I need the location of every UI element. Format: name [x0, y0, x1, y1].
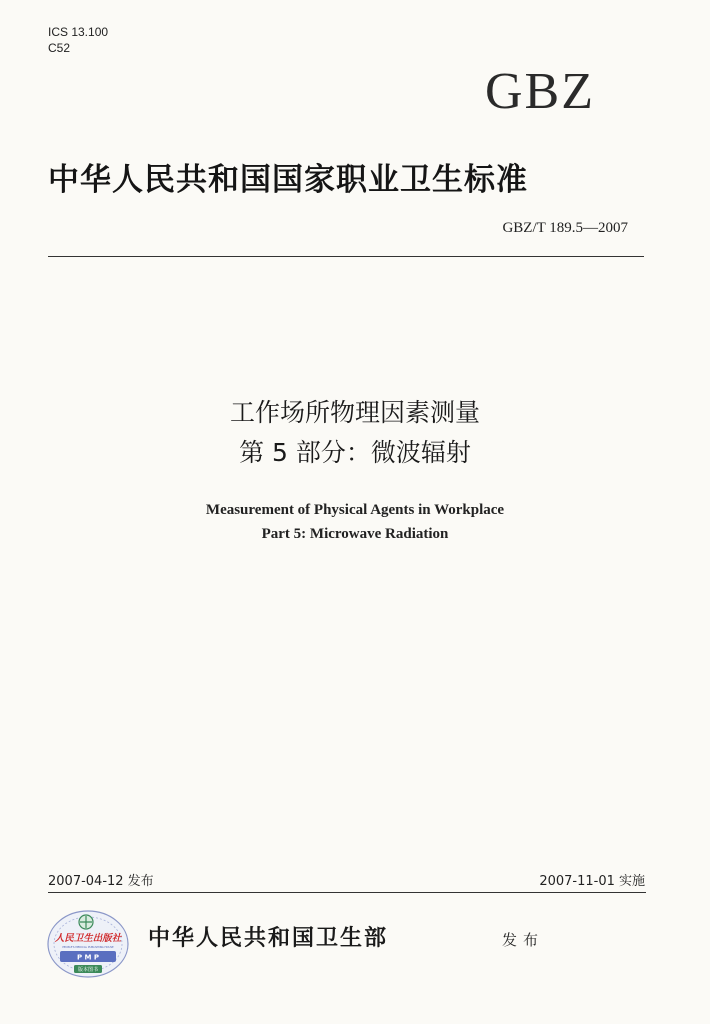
ics-code: ICS 13.100: [48, 25, 109, 39]
logo-text-bottom: 版本图书: [77, 967, 99, 973]
publisher-logo: [46, 908, 130, 980]
chinese-title-line1: 工作场所物理因素测量: [229, 398, 480, 427]
logo-text-sub: PEOPLE'S MEDICAL PUBLISHING HOUSE: [62, 946, 114, 949]
logo-text-pmph: P M P: [76, 953, 100, 962]
ccs-code: C52: [48, 41, 71, 55]
publisher-seal-icon: [46, 908, 130, 980]
english-title-line1: Measurement of Physical Agents in Workplace: [205, 502, 505, 518]
english-title: [60, 498, 650, 546]
issue-date: 2007-04-12 发布: [48, 874, 154, 889]
organization-title: 中华人民共和国国家职业卫生标准: [48, 162, 528, 198]
english-title-line2: Part 5: Microwave Radiation: [261, 526, 449, 542]
issuing-action: 发布: [502, 931, 545, 949]
implementation-date: 2007-11-01 实施: [539, 874, 645, 889]
chinese-title: [60, 393, 650, 473]
bottom-divider: [48, 892, 646, 893]
classification-codes: [48, 24, 108, 56]
issuing-authority: 中华人民共和国卫生部: [148, 925, 389, 951]
standard-number: GBZ/T 189.5—2007: [502, 220, 628, 236]
chinese-title-line2: 第 5 部分：微波辐射: [239, 438, 471, 467]
top-divider: [48, 256, 644, 257]
logo-text-top: 人民卫生出版社: [54, 933, 122, 944]
standard-mark: GBZ: [485, 63, 595, 120]
